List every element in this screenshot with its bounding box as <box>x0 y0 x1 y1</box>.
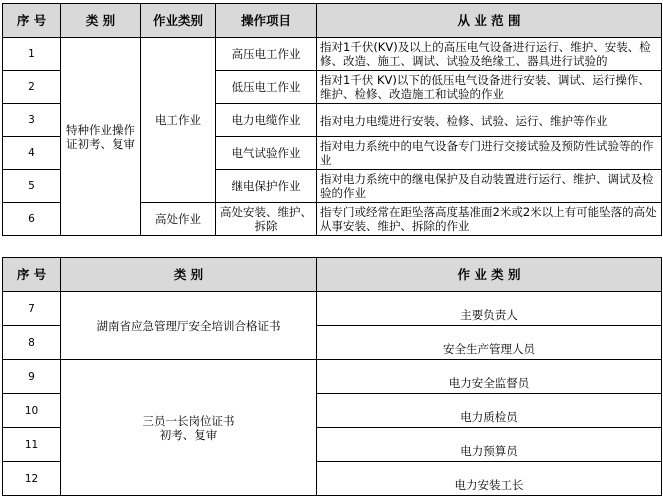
work-type: 安全生产管理人员 <box>317 326 662 360</box>
operation-item: 高压电工作业 <box>216 38 317 71</box>
header-operation-item: 操作项目 <box>216 4 317 38</box>
category-text: 特种作业操作证初考、复审 <box>66 122 135 151</box>
post-certificate-line2: 初考、复审 <box>159 427 218 442</box>
operation-item: 继电保护作业 <box>216 170 317 203</box>
work-type: 电力预算员 <box>317 428 662 462</box>
header-category: 类 别 <box>61 258 317 292</box>
table-row <box>3 292 662 326</box>
group-electrician: 电工作业 <box>141 38 216 203</box>
scope-text: 指对电力系统中的继电保护及自动装置进行运行、维护、调试及检验的作业 <box>317 170 662 203</box>
scope-text: 指对电力系统中的电气设备专门进行交接试验及预防性试验等的作业 <box>317 137 662 170</box>
table1-header-row <box>3 4 662 38</box>
scope-text: 指对1千伏(KV)及以上的高压电气设备进行运行、维护、安装、检修、改造、施工、调试、试验及绝缘工、器具进行试验的 <box>317 38 662 71</box>
category-post-certificate <box>61 360 317 496</box>
header-scope: 从 业 范 围 <box>317 4 662 38</box>
header-work-category: 作业类别 <box>141 4 216 38</box>
work-type: 电力安全监督员 <box>317 360 662 394</box>
special-operations-table <box>2 3 662 236</box>
table2-header-row <box>3 258 662 292</box>
row-no: 11 <box>3 428 61 462</box>
table-row <box>3 38 662 71</box>
row-no: 4 <box>3 137 61 170</box>
row-no: 12 <box>3 462 61 496</box>
work-type: 电力质检员 <box>317 394 662 428</box>
operation-item: 低压电工作业 <box>216 71 317 104</box>
row-no: 3 <box>3 104 61 137</box>
header-no: 序 号 <box>3 4 61 38</box>
category-cell <box>61 38 141 236</box>
row-no: 5 <box>3 170 61 203</box>
scope-text: 指对1千伏 KV)以下的低压电气设备进行安装、调试、运行操作、维护、检修、改造施工和试验的作业 <box>317 71 662 104</box>
work-type: 主要负责人 <box>317 292 662 326</box>
row-no: 2 <box>3 71 61 104</box>
category-provincial-certificate: 湖南省应急管理厅安全培训合格证书 <box>61 292 317 360</box>
scope-text: 指专门或经常在距坠落高度基准面2米或2米以上有可能坠落的高处从事安装、维护、拆除的作业 <box>317 203 662 236</box>
header-work-type: 作 业 类 别 <box>317 258 662 292</box>
row-no: 7 <box>3 292 61 326</box>
row-no: 9 <box>3 360 61 394</box>
group-work-at-height: 高处作业 <box>141 203 216 236</box>
post-certificate-line1: 三员一长岗位证书 <box>142 413 235 428</box>
operation-item: 高处安装、维护、拆除 <box>216 203 317 236</box>
scope-text: 指对电力电缆进行安装、检修、试验、运行、维护等作业 <box>317 104 662 137</box>
operation-item: 电气试验作业 <box>216 137 317 170</box>
row-no: 10 <box>3 394 61 428</box>
table-row <box>3 360 662 394</box>
row-no: 8 <box>3 326 61 360</box>
work-type: 电力安装工长 <box>317 462 662 496</box>
operation-item: 电力电缆作业 <box>216 104 317 137</box>
header-no: 序 号 <box>3 258 61 292</box>
certificate-table <box>2 257 662 496</box>
row-no: 1 <box>3 38 61 71</box>
header-category: 类 别 <box>61 4 141 38</box>
row-no: 6 <box>3 203 61 236</box>
